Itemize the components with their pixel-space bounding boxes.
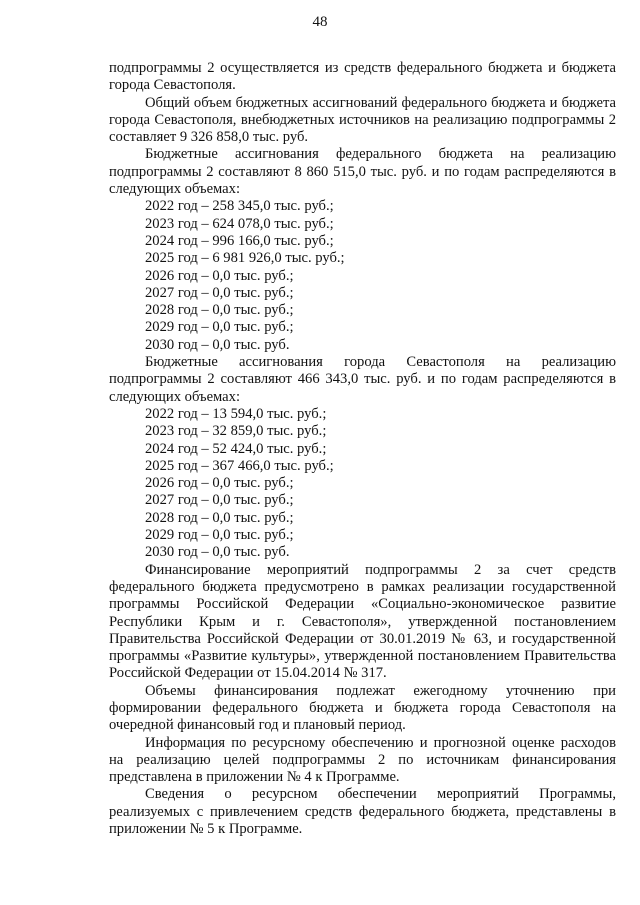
list-item: 2028 год – 0,0 тыс. руб.; bbox=[145, 509, 294, 526]
list-item: 2030 год – 0,0 тыс. руб. bbox=[145, 336, 290, 353]
federal-by-year-list bbox=[109, 198, 616, 354]
list-item: 2024 год – 996 166,0 тыс. руб.; bbox=[145, 232, 334, 249]
page-number: 48 bbox=[312, 14, 328, 30]
list-item: 2025 год – 6 981 926,0 тыс. руб.; bbox=[145, 250, 345, 267]
list-item: 2026 год – 0,0 тыс. руб.; bbox=[145, 267, 294, 284]
list-item: 2022 год – 13 594,0 тыс. руб.; bbox=[145, 405, 327, 422]
list-item: 2029 год – 0,0 тыс. руб.; bbox=[145, 319, 294, 336]
list-item: 2024 год – 52 424,0 тыс. руб.; bbox=[145, 440, 327, 457]
list-item: 2026 год – 0,0 тыс. руб.; bbox=[145, 475, 294, 492]
paragraph-federal-programs: Финансирование мероприятий подпрограммы 2 за счет средств федерального бюджета предусмотрено в рамках реализации государственной программы Российской Федерации «Социально-экономическое развитие Республики Крым и г. Севастополя», утвержденной постановлением Правительства Российской Федерации от 30.01.2019 № 63, и государственной программы «Развитие культуры», утвержденной постановлением Правительства Российской Федерации от 15.04.2014 № 317. bbox=[109, 561, 616, 682]
city-by-year-list bbox=[109, 406, 616, 562]
list-item: 2030 год – 0,0 тыс. руб. bbox=[145, 544, 290, 561]
list-item: 2027 год – 0,0 тыс. руб.; bbox=[145, 492, 294, 509]
document-body bbox=[109, 60, 616, 838]
paragraph-appendix-4: Информация по ресурсному обеспечению и прогнозной оценке расходов на реализацию целей подпрограммы 2 по источникам финансирования представлена в приложении № 4 к Программе. bbox=[109, 734, 616, 786]
list-item: 2028 год – 0,0 тыс. руб.; bbox=[145, 302, 294, 319]
paragraph-city-intro: Бюджетные ассигнования города Севастополя на реализацию подпрограммы 2 составляют 466 343,0 тыс. руб. и по годам распределяются в следующих объемах: bbox=[109, 354, 616, 405]
list-item: 2023 год – 32 859,0 тыс. руб.; bbox=[145, 423, 327, 440]
paragraph-funding-sources: подпрограммы 2 осуществляется из средств федерального бюджета и бюджета города Севастополя. bbox=[109, 60, 616, 94]
paragraph-total-volume: Общий объем бюджетных ассигнований федерального бюджета и бюджета города Севастополя, внебюджетных источников на реализацию подпрограммы 2 составляет 9 326 858,0 тыс. руб. bbox=[109, 94, 616, 146]
list-item: 2022 год – 258 345,0 тыс. руб.; bbox=[145, 198, 334, 215]
paragraph-appendix-5: Сведения о ресурсном обеспечении мероприятий Программы, реализуемых с привлечением средств федерального бюджета, представлены в приложении № 5 к Программе. bbox=[109, 786, 616, 838]
list-item: 2025 год – 367 466,0 тыс. руб.; bbox=[145, 457, 334, 474]
list-item: 2023 год – 624 078,0 тыс. руб.; bbox=[145, 215, 334, 232]
list-item: 2029 год – 0,0 тыс. руб.; bbox=[145, 527, 294, 544]
paragraph-annual-adjustment: Объемы финансирования подлежат ежегодному уточнению при формировании федерального бюджета и бюджета города Севастополя на очередной финансовый год и плановый период. bbox=[109, 682, 616, 734]
list-item: 2027 год – 0,0 тыс. руб.; bbox=[145, 284, 294, 301]
paragraph-federal-intro: Бюджетные ассигнования федерального бюджета на реализацию подпрограммы 2 составляют 8 860 515,0 тыс. руб. и по годам распределяются в следующих объемах: bbox=[109, 146, 616, 198]
